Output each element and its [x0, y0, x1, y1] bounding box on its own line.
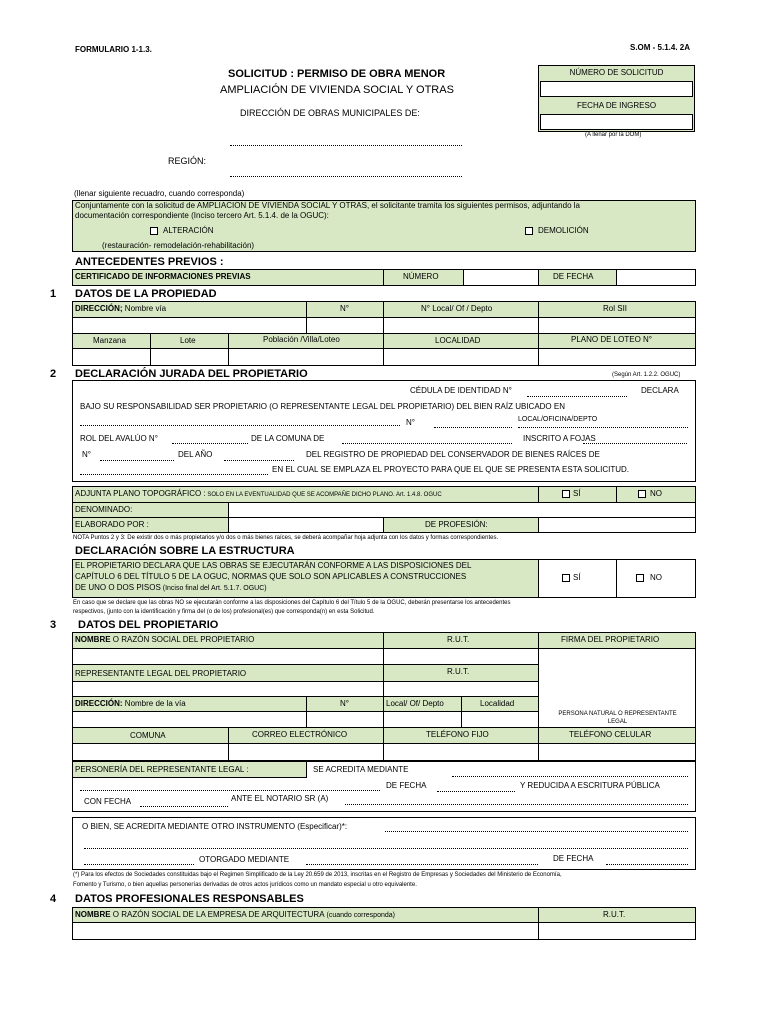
prop-direccion-field[interactable]: [73, 318, 306, 332]
estructura-nota1: En caso que se declare que las obras NO se ejecutarán conforme a las disposiciones del Capítulo 6 del Título 5 de la OGUC, deberán presentarse los antecedentes: [73, 600, 511, 606]
prop-dir-n-field[interactable]: [307, 712, 383, 727]
prop-dir-localidad-field[interactable]: [462, 712, 538, 727]
cedula-field[interactable]: [527, 396, 627, 397]
otro-instrumento-field-2[interactable]: [84, 848, 688, 849]
con-fecha-field[interactable]: [140, 806, 228, 807]
inscrito-fojas-label: INSCRITO A FOJAS: [523, 434, 596, 443]
firma-label: FIRMA DEL PROPIETARIO: [561, 635, 660, 644]
numero-solicitud-label: NÚMERO DE SOLICITUD: [569, 68, 664, 77]
tel-cel-field[interactable]: [539, 744, 695, 760]
rol-avaluo-field[interactable]: [172, 443, 248, 444]
intro-note: (llenar siguiente recuadro, cuando corresponda): [74, 189, 245, 198]
empresa-nombre-label: NOMBRE O RAZÓN SOCIAL DE LA EMPRESA DE ARQUITECTURA (cuando corresponda): [75, 910, 395, 919]
persona-natural-label: PERSONA NATURAL O REPRESENTANTE: [558, 711, 677, 717]
plano-si-checkbox[interactable]: [562, 490, 570, 498]
empresa-rut-label: R.U.T.: [603, 910, 626, 919]
se-acredita-label: SE ACREDITA MEDIANTE: [313, 765, 409, 774]
estructura-title: DECLARACIÓN SOBRE LA ESTRUCTURA: [75, 545, 295, 557]
prop-plano-label: PLANO DE LOTEO N°: [571, 335, 652, 344]
comuna-field[interactable]: [73, 744, 228, 760]
cert-numero-field[interactable]: [464, 270, 538, 285]
estructura-line1: EL PROPIETARIO DECLARA QUE LAS OBRAS SE EJECUTARÁN CONFORME A LAS DISPOSICIONES DEL: [75, 561, 472, 570]
profesion-field[interactable]: [539, 518, 695, 532]
prop-dir-local-label: Local/ Of/ Depto: [386, 699, 444, 708]
s1-number: 1: [50, 288, 57, 300]
del-ano-field[interactable]: [224, 460, 294, 461]
region-label: REGIÓN:: [168, 156, 207, 166]
antecedentes-title: ANTECEDENTES PREVIOS :: [75, 256, 224, 268]
elaborado-field[interactable]: [229, 518, 383, 532]
s2-title: DECLARACIÓN JURADA DEL PROPIETARIO: [75, 368, 308, 380]
region-field[interactable]: [230, 176, 462, 177]
footnote-1: (*) Para los efectos de Sociedades constituidas bajo el Regimen Simplificado de la Ley 20.659 de 2013, inscritas en el Registro de Empresas y Sociedades del Ministerio de Economía,: [73, 872, 562, 878]
nota-puntos: NOTA Puntos 2 y 3: De existir dos o más propietarios y/o dos o más bienes raíces, se deberá acompañar hoja adjunta con los datos y formas correspondientes.: [73, 535, 499, 541]
local-oficina-label: LOCAL/OFICINA/DEPTO: [518, 416, 598, 423]
prop-rut1-field[interactable]: [384, 649, 538, 664]
notario-label: ANTE EL NOTARIO SR (A): [231, 794, 329, 803]
local-oficina-field[interactable]: [518, 427, 688, 428]
s3-number: 3: [50, 619, 57, 631]
inscripcion-n-label: N°: [82, 450, 91, 459]
empresa-nombre-field[interactable]: [73, 923, 538, 939]
numero-solicitud-field[interactable]: [540, 81, 693, 97]
plano-no-checkbox[interactable]: [638, 490, 646, 498]
direccion-obras-field[interactable]: [230, 145, 462, 146]
cedula-label: CÉDULA DE IDENTIDAD N°: [410, 386, 512, 395]
estructura-si-checkbox[interactable]: [562, 574, 570, 582]
adjunta-plano-label: ADJUNTA PLANO TOPOGRÁFICO : SOLO EN LA EVENTUALIDAD QUE SE ACOMPAÑE DICHO PLANO. Art. 1.4.8. OGUC: [75, 489, 442, 498]
reducida-label: Y REDUCIDA A ESCRITURA PÚBLICA: [520, 781, 660, 790]
personeria-fecha-label: DE FECHA: [386, 781, 427, 790]
cert-label: CERTIFICADO DE INFORMACIONES PREVIAS: [75, 272, 251, 281]
inscripcion-n-field[interactable]: [100, 460, 174, 461]
denominado-field[interactable]: [229, 503, 695, 517]
prop-nombre-field[interactable]: [73, 649, 383, 664]
restauracion-label: (restauración- remodelación-rehabilitación): [102, 241, 255, 250]
footnote-2: Fomento y Turismo, o bien aquellas personerías derivadas de otros actos jurídicos como un mandato especial u otro equivalente.: [73, 882, 417, 888]
prop-lote-field[interactable]: [151, 349, 228, 365]
plano-si-label: SÍ: [573, 489, 581, 498]
llenar-dom-note: (A llenar por la DOM): [585, 132, 642, 138]
demolicion-checkbox[interactable]: [525, 227, 533, 235]
prop-poblacion-label: Población /Villa/Loteo: [263, 335, 340, 344]
prop-local-field[interactable]: [384, 318, 538, 332]
prop-nombre-label: NOMBRE O RAZÓN SOCIAL DEL PROPIETARIO: [75, 635, 255, 644]
prop-rut1-label: R.U.T.: [447, 635, 470, 644]
inscrito-fojas-field[interactable]: [583, 443, 687, 444]
registro-label: DEL REGISTRO DE PROPIEDAD DEL CONSERVADOR DE BIENES RAÍCES DE: [306, 450, 600, 459]
estructura-line3: DE UNO O DOS PISOS (Inciso final del Art. 5.1.7. OGUC): [75, 583, 267, 592]
correo-field[interactable]: [229, 744, 383, 760]
alteracion-label: ALTERACIÓN: [163, 226, 214, 235]
conservador-field[interactable]: [80, 474, 268, 475]
alteracion-checkbox[interactable]: [150, 227, 158, 235]
form-title: SOLICITUD : PERMISO DE OBRA MENOR: [228, 68, 446, 80]
prop-manzana-field[interactable]: [73, 349, 150, 365]
correo-label: CORREO ELECTRÓNICO: [252, 730, 348, 739]
prop-plano-field[interactable]: [539, 349, 695, 365]
prop-n-label: N°: [340, 304, 349, 313]
prop-poblacion-field[interactable]: [229, 349, 383, 365]
otorgado-fecha-field[interactable]: [606, 864, 688, 865]
persona-legal-label: LEGAL: [607, 719, 628, 725]
s4-number: 4: [50, 893, 57, 905]
prop-local-label: N° Local/ Of / Depto: [421, 304, 493, 313]
estructura-no-label: NO: [650, 573, 662, 582]
prop-rut2-label: R.U.T.: [447, 667, 470, 676]
ubicado-field[interactable]: [80, 425, 400, 426]
prop-dir-label: DIRECCIÓN: Nombre de la vía: [75, 699, 186, 708]
plano-no-label: NO: [650, 489, 662, 498]
form-subtitle: AMPLIACIÓN DE VIVIENDA SOCIAL Y OTRAS: [220, 84, 454, 96]
s4-title: DATOS PROFESIONALES RESPONSABLES: [75, 893, 304, 905]
fecha-ingreso-field[interactable]: [540, 114, 693, 130]
denominado-label: DENOMINADO:: [75, 505, 133, 514]
s2-segun: (Según Art. 1.2.2. OGUC): [612, 372, 681, 378]
se-acredita-field[interactable]: [452, 776, 688, 777]
permisos-line1: Conjuntamente con la solicitud de AMPLIACION DE VIVIENDA SOCIAL Y OTRAS, el solicitante tramita los siguientes permisos, adjuntando la: [75, 201, 580, 210]
otorgado-fecha-label: DE FECHA: [553, 854, 594, 863]
declara-label: DECLARA: [641, 386, 679, 395]
cert-fecha-label: DE FECHA: [553, 272, 594, 281]
permisos-line2: documentación correspondiente (Inciso tercero Art. 5.1.4. de la OGUC):: [75, 211, 329, 220]
direccion-obras-label: DIRECCIÓN DE OBRAS MUNICIPALES DE:: [240, 108, 420, 118]
tel-fijo-label: TELÉFONO FIJO: [426, 730, 489, 739]
otorgado-pre-field[interactable]: [84, 864, 194, 865]
prop-localidad-field[interactable]: [384, 349, 538, 365]
prop-rut2-field[interactable]: [384, 682, 538, 696]
comuna-de-field[interactable]: [342, 443, 512, 444]
comuna-de-label: DE LA COMUNA DE: [251, 434, 325, 443]
elaborado-label: ELABORADO POR :: [75, 520, 149, 529]
con-fecha-label: CON FECHA: [84, 797, 132, 806]
estructura-no-checkbox[interactable]: [636, 574, 644, 582]
tel-cel-label: TELÉFONO CELULAR: [569, 730, 652, 739]
ubicado-n-label: N°: [406, 418, 415, 427]
acredita-cont-field[interactable]: [80, 790, 380, 791]
profesion-label: DE PROFESIÓN:: [425, 520, 488, 529]
empresa-rut-field[interactable]: [539, 923, 695, 939]
prop-direccion-label: DIRECCIÓN; Nombre vía: [75, 304, 167, 313]
prop-dir-local-field[interactable]: [384, 712, 461, 727]
estructura-nota2: respectivos, (junto con la identificación y firma del (o de los) profesional(es) que corresponda(n) en esta Solicitud.: [73, 609, 375, 615]
personeria-label: PERSONERÍA DEL REPRESENTANTE LEGAL :: [75, 765, 249, 774]
otorgado-field[interactable]: [306, 864, 538, 865]
s2-number: 2: [50, 368, 57, 380]
rol-avaluo-label: ROL DEL AVALÚO N°: [80, 434, 158, 443]
prop-rol-label: Rol SII: [603, 304, 628, 313]
firma-field[interactable]: [539, 649, 695, 709]
demolicion-label: DEMOLICIÓN: [538, 226, 589, 235]
cert-numero-label: NÚMERO: [403, 272, 439, 281]
prop-rol-field[interactable]: [539, 318, 695, 332]
s1-title: DATOS DE LA PROPIEDAD: [75, 288, 217, 300]
estructura-si-label: SÍ: [573, 573, 581, 582]
prop-dir-field[interactable]: [73, 712, 306, 727]
otorgado-label: OTORGADO MEDIANTE: [199, 855, 290, 864]
prop-lote-label: Lote: [180, 336, 196, 345]
bajo-responsabilidad: BAJO SU RESPONSABILIDAD SER PROPIETARIO (O REPRESENTANTE LEGAL DEL PROPIETARIO) DEL BIEN RAÍZ UBICADO EN: [80, 402, 565, 411]
prop-n-field[interactable]: [307, 318, 383, 332]
ubicado-n-field[interactable]: [434, 427, 512, 428]
s3-title: DATOS DEL PROPIETARIO: [78, 619, 219, 631]
rep-legal-label: REPRESENTANTE LEGAL DEL PROPIETARIO: [75, 669, 247, 678]
estructura-line2: CAPÍTULO 6 DEL TÍTULO 5 DE LA OGUC, NORMAS QUE SOLO SON APLICABLES A CONSTRUCCIONES: [75, 572, 467, 581]
en-el-cual-label: EN EL CUAL SE EMPLAZA EL PROYECTO PARA QUE EL QUE SE PRESENTA ESTA SOLICITUD.: [272, 465, 629, 474]
tel-fijo-field[interactable]: [384, 744, 538, 760]
som-code: S.OM - 5.1.4. 2A: [630, 43, 691, 52]
rep-legal-field[interactable]: [73, 682, 383, 696]
form-code: FORMULARIO 1-1.3.: [75, 45, 152, 54]
cert-fecha-field[interactable]: [617, 270, 695, 285]
prop-dir-n-label: N°: [340, 699, 349, 708]
comuna-label: COMUNA: [130, 731, 166, 740]
notario-field[interactable]: [345, 804, 688, 805]
prop-manzana-label: Manzana: [93, 336, 126, 345]
del-ano-label: DEL AÑO: [178, 450, 213, 459]
otro-instrumento-field[interactable]: [385, 831, 688, 832]
o-bien-label: O BIEN, SE ACREDITA MEDIANTE OTRO INSTRUMENTO (Especificar)*:: [82, 822, 348, 831]
personeria-fecha-field[interactable]: [437, 791, 515, 792]
prop-localidad-label: LOCALIDAD: [435, 336, 481, 345]
prop-dir-localidad-label: Localidad: [480, 699, 515, 708]
fecha-ingreso-label: FECHA DE INGRESO: [576, 101, 657, 110]
